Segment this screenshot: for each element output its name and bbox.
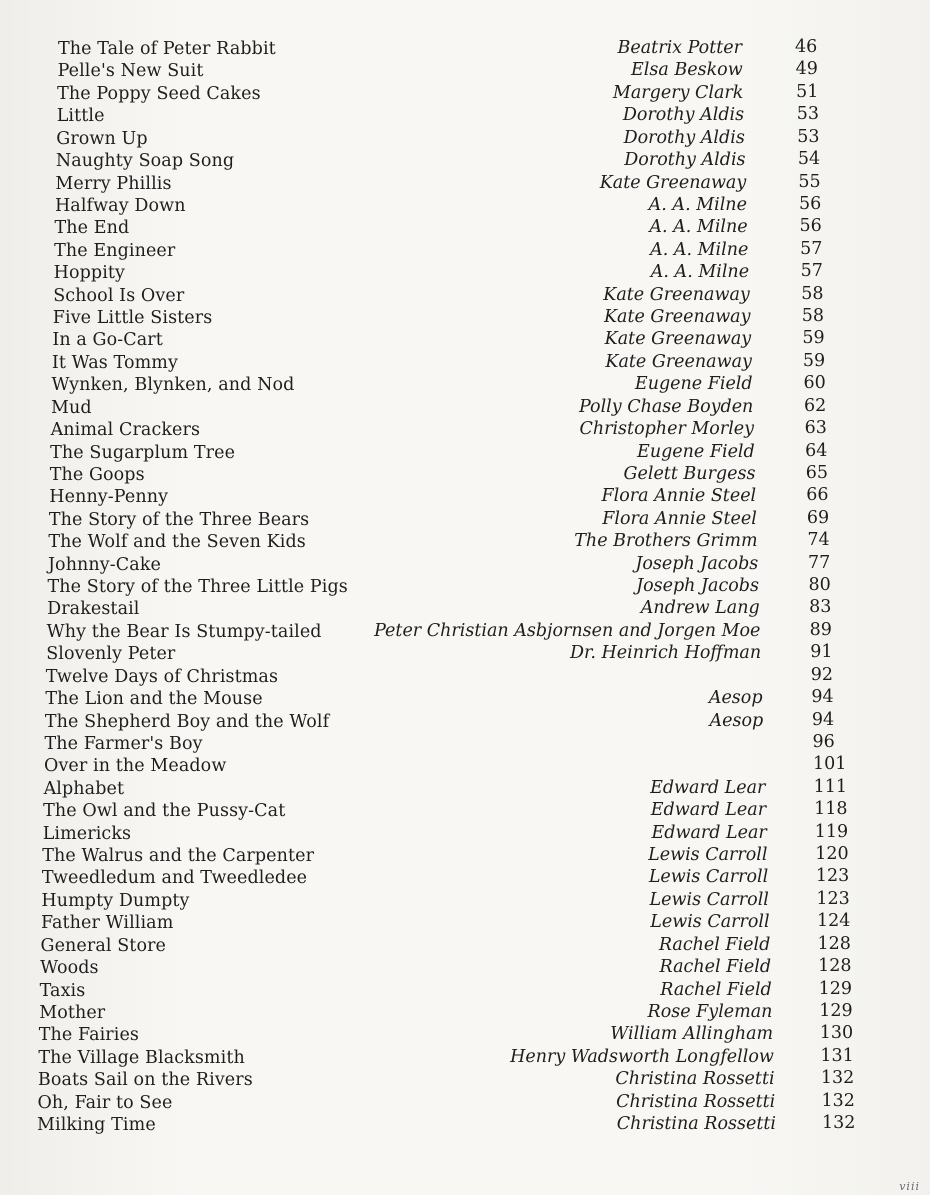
entry-title: The Poppy Seed Cakes	[57, 83, 261, 104]
entry-page-number: 69	[806, 507, 830, 528]
toc-entry	[0, 575, 930, 602]
entry-title: Hoppity	[53, 263, 126, 284]
entry-page-number: 51	[796, 81, 819, 102]
entry-title: Drakestail	[47, 599, 140, 620]
toc-entry	[0, 81, 930, 109]
entry-author: Gelett Burgess	[623, 463, 756, 484]
entry-page-number: 56	[798, 193, 822, 214]
entry-author: Lewis Carroll	[648, 867, 769, 888]
entry-title: It Was Tommy	[51, 352, 178, 373]
entry-page-number: 124	[816, 911, 851, 932]
entry-page-number: 128	[817, 933, 851, 954]
entry-page-number: 63	[804, 418, 827, 439]
entry-title: Limericks	[42, 823, 132, 844]
entry-page-number: 129	[819, 1000, 853, 1021]
entry-page-number: 118	[814, 799, 848, 820]
entry-author: Kate Greenaway	[603, 284, 750, 305]
entry-page-number: 92	[810, 664, 834, 685]
entry-author: William Allingham	[610, 1024, 774, 1045]
entry-author: Kate Greenaway	[599, 172, 747, 193]
entry-author: Dr. Heinrich Hoffman	[569, 643, 762, 664]
entry-page-number: 59	[802, 350, 826, 371]
entry-page-number: 49	[795, 59, 818, 80]
toc-entry	[0, 956, 930, 983]
entry-author: Margery Clark	[612, 82, 744, 103]
entry-author: Rachel Field	[659, 957, 772, 978]
entry-page-number: 128	[818, 956, 852, 977]
entry-page-number: 54	[797, 149, 821, 170]
entry-title: Mother	[39, 1002, 106, 1023]
entry-author: Andrew Lang	[640, 598, 760, 619]
entry-author: Henry Wadsworth Longfellow	[510, 1046, 774, 1067]
entry-title: Animal Crackers	[50, 420, 201, 441]
entry-title: Why the Bear Is Stumpy-tailed	[46, 621, 322, 642]
entry-page-number: 53	[797, 126, 820, 147]
entry-author: Flora Annie Steel	[602, 508, 757, 529]
entry-page-number: 57	[800, 238, 823, 259]
entry-author: Christina Rossetti	[616, 1114, 776, 1134]
entry-title: Merry Phillis	[55, 173, 172, 194]
entry-title: The Shepherd Boy and the Wolf	[44, 711, 330, 732]
entry-page-number: 94	[811, 687, 834, 708]
entry-author: Rose Fyleman	[647, 1001, 773, 1022]
entry-title: Milking Time	[37, 1115, 156, 1135]
entry-page-number: 64	[805, 440, 828, 461]
entry-author: Christopher Morley	[579, 419, 755, 440]
entry-page-number: 80	[808, 575, 831, 595]
entry-title: Henny-Penny	[49, 487, 169, 508]
entry-author: A. A. Milne	[648, 194, 747, 215]
entry-title: Halfway Down	[54, 195, 186, 216]
entry-page-number: 65	[805, 462, 828, 483]
entry-author: Aesop	[708, 688, 763, 709]
entry-author: Dorothy Aldis	[622, 105, 745, 126]
entry-page-number: 56	[799, 216, 822, 237]
entry-author: Kate Greenaway	[603, 307, 751, 327]
entry-title: Wynken, Blynken, and Nod	[51, 375, 295, 396]
entry-title: Father William	[40, 913, 174, 934]
entry-author: Dorothy Aldis	[624, 150, 746, 171]
entry-page-number: 57	[800, 261, 823, 282]
entry-title: The Village Blacksmith	[38, 1047, 245, 1068]
toc-entry	[0, 754, 930, 781]
entry-page-number: 119	[814, 821, 849, 842]
entry-page-number: 58	[801, 283, 824, 304]
entry-author: Edward Lear	[651, 822, 767, 843]
entry-page-number: 123	[816, 888, 850, 909]
entry-page-number: 46	[795, 37, 818, 57]
entry-author: A. A. Milne	[649, 217, 748, 238]
entry-page-number: 132	[820, 1068, 855, 1089]
entry-title: The Fairies	[38, 1025, 139, 1046]
entry-title: Woods	[40, 958, 99, 979]
entry-author: Peter Christian Asbjornsen and Jorgen Moe	[374, 620, 761, 641]
entry-title: The Story of the Three Bears	[48, 509, 310, 530]
entry-page-number: 94	[811, 709, 835, 730]
entry-page-number: 77	[807, 552, 831, 573]
entry-title: Over in the Meadow	[44, 756, 227, 777]
entry-title: Slovenly Peter	[46, 644, 176, 665]
entry-title: The Farmer's Boy	[44, 733, 203, 754]
entry-page-number: 132	[821, 1090, 855, 1111]
toc-entry	[0, 978, 930, 1006]
entry-author: Edward Lear	[650, 800, 767, 821]
entry-title: Alphabet	[43, 778, 125, 799]
entry-author: The Brothers Grimm	[574, 531, 758, 552]
entry-title: The Owl and the Pussy-Cat	[43, 801, 286, 822]
entry-title: General Store	[40, 935, 167, 956]
entry-author: Eugene Field	[634, 374, 753, 395]
entry-author: Polly Chase Boyden	[578, 396, 754, 417]
entry-title: Grown Up	[56, 128, 148, 149]
entry-author: Aesop	[709, 710, 764, 731]
entry-author: A. A. Milne	[650, 239, 749, 260]
toc-entry	[0, 933, 930, 961]
entry-page-number: 83	[809, 597, 832, 618]
entry-page-number: 131	[820, 1045, 854, 1066]
entry-author: Dorothy Aldis	[623, 127, 745, 148]
entry-title: The Walrus and the Carpenter	[42, 846, 315, 866]
entry-page-number: 130	[819, 1023, 854, 1044]
entry-author: Lewis Carroll	[648, 845, 768, 865]
entry-title: The Wolf and the Seven Kids	[48, 532, 306, 553]
entry-title: Boats Sail on the Rivers	[37, 1070, 253, 1091]
entry-page-number: 59	[802, 328, 825, 349]
entry-page-number: 66	[806, 485, 829, 506]
entry-page-number: 132	[822, 1113, 856, 1133]
entry-page-number: 101	[813, 754, 847, 775]
entry-page-number: 55	[798, 171, 821, 192]
entry-page-number: 89	[809, 619, 832, 640]
entry-page-number: 96	[812, 731, 835, 752]
entry-page-number: 111	[813, 776, 847, 797]
page-folio: viii	[899, 1180, 920, 1193]
entry-author: Beatrix Potter	[617, 38, 742, 58]
entry-title: Johnny-Cake	[47, 554, 161, 575]
entry-page-number: 120	[815, 844, 849, 864]
entry-title: The Engineer	[54, 240, 176, 261]
entry-title: Twelve Days of Christmas	[45, 666, 279, 687]
entry-title: Humpty Dumpty	[41, 890, 190, 911]
entry-page-number: 123	[815, 866, 850, 887]
entry-author: Edward Lear	[650, 777, 766, 798]
entry-author: Lewis Carroll	[650, 912, 770, 933]
entry-title: The End	[54, 218, 130, 239]
toc-entry	[0, 238, 930, 266]
entry-page-number: 91	[810, 642, 833, 663]
entry-author: A. A. Milne	[650, 262, 750, 283]
entry-title: Naughty Soap Song	[55, 151, 235, 172]
entry-title: School Is Over	[53, 285, 185, 306]
entry-author: Lewis Carroll	[649, 889, 769, 910]
entry-page-number: 129	[818, 978, 853, 999]
entry-author: Elsa Beskow	[631, 60, 743, 81]
entry-title: Taxis	[39, 980, 86, 1001]
entry-author: Christina Rossetti	[615, 1069, 775, 1090]
entry-title: In a Go-Cart	[52, 330, 163, 351]
entry-author: Eugene Field	[637, 441, 755, 462]
entry-title: The Story of the Three Little Pigs	[47, 577, 348, 597]
entry-author: Kate Greenaway	[605, 351, 752, 372]
toc-entry	[0, 373, 930, 400]
entry-page-number: 53	[796, 104, 819, 125]
entry-title: The Goops	[49, 464, 145, 485]
entry-author: Rachel Field	[660, 979, 772, 1000]
entry-author: Rachel Field	[658, 934, 771, 955]
entry-page-number: 62	[804, 395, 827, 416]
entry-title: Pelle's New Suit	[57, 61, 204, 82]
entry-author: Joseph Jacobs	[635, 553, 759, 574]
entry-title: Mud	[51, 397, 92, 418]
entry-title: The Lion and the Mouse	[45, 689, 263, 710]
entry-author: Christina Rossetti	[616, 1091, 776, 1112]
entry-title: The Tale of Peter Rabbit	[58, 39, 276, 59]
entry-page-number: 74	[807, 530, 830, 551]
entry-title: Little	[56, 106, 105, 127]
entry-page-number: 60	[803, 373, 826, 394]
toc-entry	[0, 1113, 930, 1140]
toc-entry	[0, 193, 930, 221]
entry-page-number: 58	[801, 306, 825, 326]
toc-entry	[0, 1000, 930, 1028]
entry-title: The Sugarplum Tree	[50, 442, 236, 463]
entry-title: Tweedledum and Tweedledee	[41, 868, 308, 889]
entry-author: Kate Greenaway	[604, 329, 752, 350]
entry-title: Oh, Fair to See	[37, 1092, 173, 1113]
entry-author: Joseph Jacobs	[636, 576, 759, 596]
entry-title: Five Little Sisters	[52, 308, 213, 328]
toc-entry	[0, 799, 930, 826]
entry-author: Flora Annie Steel	[601, 486, 757, 507]
